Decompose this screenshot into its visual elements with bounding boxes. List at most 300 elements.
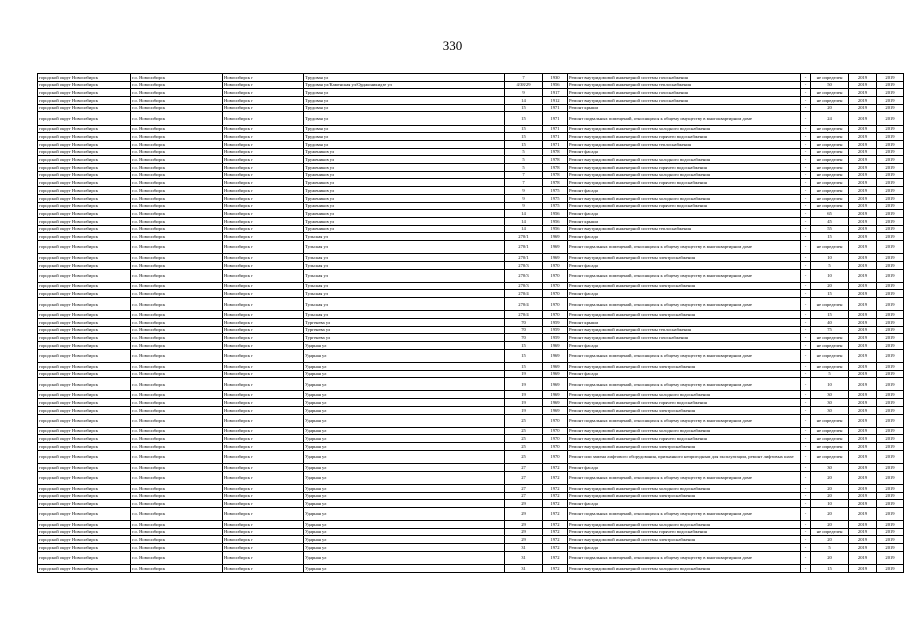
start-year-cell: 2019: [849, 435, 877, 443]
dash-cell: -: [801, 81, 811, 89]
table-row: [38, 435, 904, 443]
build-year-cell: 1959: [543, 334, 568, 342]
district-cell: г.о. Новосибирск: [131, 326, 223, 334]
build-year-cell: 1970: [543, 298, 568, 311]
cost-cell: не определен: [811, 427, 849, 435]
build-year-cell: 1972: [543, 565, 568, 573]
start-year-cell: 2019: [849, 406, 877, 414]
municipality-cell: городской округ Новосибирск: [38, 187, 131, 195]
district-cell: г.о. Новосибирск: [131, 282, 223, 290]
settlement-cell: Новосибирск г: [223, 443, 304, 451]
dash-cell: -: [801, 528, 811, 536]
house-number-cell: 9: [505, 187, 543, 195]
end-year-cell: 2019: [877, 334, 904, 342]
work-type-cell: Ремонт внутридомовой инженерной системы холодного водоснабжения: [568, 194, 801, 202]
start-year-cell: 2019: [849, 254, 877, 262]
district-cell: г.о. Новосибирск: [131, 362, 223, 370]
district-cell: г.о. Новосибирск: [131, 148, 223, 156]
dash-cell: -: [801, 97, 811, 105]
dash-cell: -: [801, 74, 811, 82]
table-row: [38, 156, 904, 164]
cost-cell: не определен: [811, 164, 849, 172]
district-cell: г.о. Новосибирск: [131, 104, 223, 112]
table-row: [38, 311, 904, 319]
house-number-cell: 29: [505, 500, 543, 508]
build-year-cell: 1969: [543, 399, 568, 407]
end-year-cell: 2019: [877, 463, 904, 471]
end-year-cell: 2019: [877, 156, 904, 164]
municipality-cell: городской округ Новосибирск: [38, 521, 131, 529]
cost-cell: 20: [811, 104, 849, 112]
dash-cell: -: [801, 435, 811, 443]
street-cell: Тружеников ул: [304, 187, 505, 195]
cost-cell: не определен: [811, 298, 849, 311]
house-number-cell: 14: [505, 97, 543, 105]
work-type-cell: Ремонт подвальных помещений, относящихся к общему имуществу в многоквартирном доме: [568, 112, 801, 125]
table-row: [38, 414, 904, 427]
district-cell: г.о. Новосибирск: [131, 349, 223, 362]
municipality-cell: городской округ Новосибирск: [38, 217, 131, 225]
cost-cell: 24: [811, 112, 849, 125]
table-row: [38, 210, 904, 218]
start-year-cell: 2019: [849, 521, 877, 529]
build-year-cell: 1969: [543, 233, 568, 241]
cost-cell: не определен: [811, 528, 849, 536]
municipality-cell: городской округ Новосибирск: [38, 254, 131, 262]
dash-cell: -: [801, 311, 811, 319]
street-cell: Ударная ул: [304, 443, 505, 451]
start-year-cell: 2019: [849, 233, 877, 241]
district-cell: г.о. Новосибирск: [131, 97, 223, 105]
street-cell: Ударная ул: [304, 349, 505, 362]
cost-cell: 30: [811, 399, 849, 407]
table-row: [38, 298, 904, 311]
cost-cell: 5: [811, 370, 849, 378]
street-cell: Трудовая ул: [304, 74, 505, 82]
dash-cell: -: [801, 225, 811, 233]
municipality-cell: городской округ Новосибирск: [38, 269, 131, 282]
municipality-cell: городской округ Новосибирск: [38, 141, 131, 149]
street-cell: Трудовая ул: [304, 97, 505, 105]
district-cell: г.о. Новосибирск: [131, 290, 223, 298]
district-cell: г.о. Новосибирск: [131, 318, 223, 326]
start-year-cell: 2019: [849, 551, 877, 564]
municipality-cell: городской округ Новосибирск: [38, 225, 131, 233]
cost-cell: 10: [811, 254, 849, 262]
start-year-cell: 2019: [849, 202, 877, 210]
work-type-cell: Ремонт фасада: [568, 187, 801, 195]
dash-cell: -: [801, 463, 811, 471]
start-year-cell: 2019: [849, 342, 877, 350]
district-cell: г.о. Новосибирск: [131, 492, 223, 500]
district-cell: г.о. Новосибирск: [131, 171, 223, 179]
work-type-cell: Ремонт фасада: [568, 342, 801, 350]
end-year-cell: 2019: [877, 133, 904, 141]
street-cell: Тружеников ул: [304, 194, 505, 202]
house-number-cell: 19: [505, 391, 543, 399]
house-number-cell: 29: [505, 536, 543, 544]
start-year-cell: 2019: [849, 311, 877, 319]
municipality-cell: городской округ Новосибирск: [38, 202, 131, 210]
dash-cell: -: [801, 450, 811, 463]
cost-cell: 45: [811, 217, 849, 225]
municipality-cell: городской округ Новосибирск: [38, 406, 131, 414]
street-cell: Тургенева ул: [304, 318, 505, 326]
work-type-cell: Ремонт внутридомовой инженерной системы холодного водоснабжения: [568, 565, 801, 573]
table-row: [38, 141, 904, 149]
street-cell: Тружеников ул: [304, 179, 505, 187]
street-cell: Тургенева ул: [304, 334, 505, 342]
district-cell: г.о. Новосибирск: [131, 156, 223, 164]
work-type-cell: Ремонт внутридомовой инженерной системы холодного водоснабжения: [568, 521, 801, 529]
start-year-cell: 2019: [849, 450, 877, 463]
end-year-cell: 2019: [877, 311, 904, 319]
street-cell: Ударная ул: [304, 414, 505, 427]
dash-cell: -: [801, 565, 811, 573]
end-year-cell: 2019: [877, 399, 904, 407]
house-number-cell: 25: [505, 435, 543, 443]
end-year-cell: 2019: [877, 370, 904, 378]
settlement-cell: Новосибирск г: [223, 171, 304, 179]
cost-cell: не определен: [811, 435, 849, 443]
start-year-cell: 2019: [849, 427, 877, 435]
house-number-cell: 9: [505, 89, 543, 97]
house-number-cell: 5: [505, 156, 543, 164]
dash-cell: -: [801, 187, 811, 195]
end-year-cell: 2019: [877, 471, 904, 484]
municipality-cell: городской округ Новосибирск: [38, 378, 131, 391]
street-cell: Ударная ул: [304, 435, 505, 443]
build-year-cell: 1970: [543, 435, 568, 443]
start-year-cell: 2019: [849, 217, 877, 225]
cost-cell: не определен: [811, 89, 849, 97]
district-cell: г.о. Новосибирск: [131, 261, 223, 269]
dash-cell: -: [801, 254, 811, 262]
settlement-cell: Новосибирск г: [223, 463, 304, 471]
district-cell: г.о. Новосибирск: [131, 528, 223, 536]
district-cell: г.о. Новосибирск: [131, 133, 223, 141]
table-row: [38, 349, 904, 362]
dash-cell: -: [801, 133, 811, 141]
table-row: [38, 81, 904, 89]
work-type-cell: Ремонт подвальных помещений, относящихся к общему имуществу в многоквартирном доме: [568, 378, 801, 391]
work-type-cell: Ремонт внутридомовой инженерной системы холодного водоснабжения: [568, 391, 801, 399]
work-type-cell: Ремонт внутридомовой инженерной системы электроснабжения: [568, 406, 801, 414]
build-year-cell: 1975: [543, 202, 568, 210]
end-year-cell: 2019: [877, 342, 904, 350]
district-cell: г.о. Новосибирск: [131, 202, 223, 210]
house-number-cell: 27: [505, 492, 543, 500]
end-year-cell: 2019: [877, 435, 904, 443]
dash-cell: -: [801, 141, 811, 149]
cost-cell: 20: [811, 507, 849, 520]
house-number-cell: 31: [505, 551, 543, 564]
build-year-cell: 1971: [543, 133, 568, 141]
district-cell: г.о. Новосибирск: [131, 378, 223, 391]
end-year-cell: 2019: [877, 217, 904, 225]
municipality-cell: городской округ Новосибирск: [38, 318, 131, 326]
house-number-cell: 14: [505, 210, 543, 218]
cost-cell: не определен: [811, 349, 849, 362]
end-year-cell: 2019: [877, 290, 904, 298]
work-type-cell: Ремонт внутридомовой инженерной системы электроснабжения: [568, 254, 801, 262]
start-year-cell: 2019: [849, 74, 877, 82]
district-cell: г.о. Новосибирск: [131, 269, 223, 282]
district-cell: г.о. Новосибирск: [131, 370, 223, 378]
district-cell: г.о. Новосибирск: [131, 565, 223, 573]
start-year-cell: 2019: [849, 171, 877, 179]
district-cell: г.о. Новосибирск: [131, 427, 223, 435]
start-year-cell: 2019: [849, 544, 877, 552]
cost-cell: не определен: [811, 362, 849, 370]
build-year-cell: 1969: [543, 254, 568, 262]
start-year-cell: 2019: [849, 97, 877, 105]
dash-cell: -: [801, 399, 811, 407]
municipality-cell: городской округ Новосибирск: [38, 536, 131, 544]
start-year-cell: 2019: [849, 443, 877, 451]
district-cell: г.о. Новосибирск: [131, 406, 223, 414]
municipality-cell: городской округ Новосибирск: [38, 414, 131, 427]
table-row: [38, 471, 904, 484]
cost-cell: не определен: [811, 148, 849, 156]
end-year-cell: 2019: [877, 318, 904, 326]
table-row: [38, 399, 904, 407]
end-year-cell: 2019: [877, 551, 904, 564]
street-cell: Тульская ул: [304, 282, 505, 290]
work-type-cell: Ремонт подвальных помещений, относящихся к общему имуществу в многоквартирном доме: [568, 349, 801, 362]
cost-cell: 50: [811, 81, 849, 89]
dash-cell: -: [801, 125, 811, 133]
district-cell: г.о. Новосибирск: [131, 471, 223, 484]
settlement-cell: Новосибирск г: [223, 298, 304, 311]
house-number-cell: 27: [505, 471, 543, 484]
cost-cell: не определен: [811, 194, 849, 202]
end-year-cell: 2019: [877, 81, 904, 89]
end-year-cell: 2019: [877, 104, 904, 112]
table-row: [38, 290, 904, 298]
build-year-cell: 1970: [543, 269, 568, 282]
work-type-cell: Ремонт внутридомовой инженерной системы холодного водоснабжения: [568, 156, 801, 164]
end-year-cell: 2019: [877, 362, 904, 370]
street-cell: Ударная ул: [304, 450, 505, 463]
settlement-cell: Новосибирск г: [223, 112, 304, 125]
house-number-cell: 29: [505, 521, 543, 529]
cost-cell: 20: [811, 536, 849, 544]
table-row: [38, 104, 904, 112]
build-year-cell: 1972: [543, 528, 568, 536]
dash-cell: -: [801, 298, 811, 311]
work-type-cell: Ремонт внутридомовой инженерной системы холодного водоснабжения: [568, 171, 801, 179]
cost-cell: 30: [811, 391, 849, 399]
end-year-cell: 2019: [877, 233, 904, 241]
cost-cell: 20: [811, 521, 849, 529]
start-year-cell: 2019: [849, 362, 877, 370]
municipality-cell: городской округ Новосибирск: [38, 528, 131, 536]
work-type-cell: Ремонт внутридомовой инженерной системы холодного водоснабжения: [568, 427, 801, 435]
settlement-cell: Новосибирск г: [223, 414, 304, 427]
cost-cell: не определен: [811, 342, 849, 350]
start-year-cell: 2019: [849, 399, 877, 407]
end-year-cell: 2019: [877, 443, 904, 451]
street-cell: Ударная ул: [304, 528, 505, 536]
settlement-cell: Новосибирск г: [223, 194, 304, 202]
settlement-cell: Новосибирск г: [223, 187, 304, 195]
cost-cell: не определен: [811, 187, 849, 195]
table-row: [38, 233, 904, 241]
cost-cell: не определен: [811, 414, 849, 427]
settlement-cell: Новосибирск г: [223, 148, 304, 156]
work-type-cell: Ремонт внутридомовой инженерной системы теплоснабжения: [568, 141, 801, 149]
start-year-cell: 2019: [849, 349, 877, 362]
house-number-cell: 29: [505, 528, 543, 536]
build-year-cell: 1971: [543, 112, 568, 125]
cost-cell: 10: [811, 500, 849, 508]
end-year-cell: 2019: [877, 112, 904, 125]
house-number-cell: 15: [505, 141, 543, 149]
work-type-cell: Ремонт фасада: [568, 261, 801, 269]
district-cell: г.о. Новосибирск: [131, 210, 223, 218]
build-year-cell: 1969: [543, 342, 568, 350]
street-cell: Тружеников ул: [304, 171, 505, 179]
start-year-cell: 2019: [849, 179, 877, 187]
build-year-cell: 1956: [543, 217, 568, 225]
end-year-cell: 2019: [877, 269, 904, 282]
street-cell: Ударная ул: [304, 544, 505, 552]
work-type-cell: Ремонт внутридомовой инженерной системы электроснабжения: [568, 282, 801, 290]
cost-cell: не определен: [811, 133, 849, 141]
settlement-cell: Новосибирск г: [223, 74, 304, 82]
dash-cell: -: [801, 261, 811, 269]
start-year-cell: 2019: [849, 104, 877, 112]
end-year-cell: 2019: [877, 565, 904, 573]
dash-cell: -: [801, 156, 811, 164]
table-row: [38, 443, 904, 451]
build-year-cell: 1971: [543, 125, 568, 133]
start-year-cell: 2019: [849, 148, 877, 156]
table-row: [38, 528, 904, 536]
house-number-cell: 70: [505, 326, 543, 334]
table-row: [38, 370, 904, 378]
table-row: [38, 427, 904, 435]
settlement-cell: Новосибирск г: [223, 318, 304, 326]
house-number-cell: 14: [505, 225, 543, 233]
street-cell: Тружеников ул: [304, 210, 505, 218]
cost-cell: не определен: [811, 125, 849, 133]
street-cell: Ударная ул: [304, 370, 505, 378]
dash-cell: -: [801, 391, 811, 399]
settlement-cell: Новосибирск г: [223, 179, 304, 187]
street-cell: Трудовая ул: [304, 125, 505, 133]
dash-cell: -: [801, 171, 811, 179]
table-row: [38, 500, 904, 508]
district-cell: г.о. Новосибирск: [131, 225, 223, 233]
start-year-cell: 2019: [849, 81, 877, 89]
street-cell: Ударная ул: [304, 463, 505, 471]
end-year-cell: 2019: [877, 254, 904, 262]
settlement-cell: Новосибирск г: [223, 81, 304, 89]
cost-cell: 15: [811, 290, 849, 298]
settlement-cell: Новосибирск г: [223, 290, 304, 298]
build-year-cell: 1971: [543, 104, 568, 112]
build-year-cell: 1969: [543, 362, 568, 370]
house-number-cell: 270/3: [505, 269, 543, 282]
municipality-cell: городской округ Новосибирск: [38, 164, 131, 172]
settlement-cell: Новосибирск г: [223, 342, 304, 350]
settlement-cell: Новосибирск г: [223, 492, 304, 500]
end-year-cell: 2019: [877, 225, 904, 233]
municipality-cell: городской округ Новосибирск: [38, 435, 131, 443]
build-year-cell: 1972: [543, 492, 568, 500]
house-number-cell: 270/3: [505, 282, 543, 290]
house-number-cell: 31: [505, 544, 543, 552]
settlement-cell: Новосибирск г: [223, 156, 304, 164]
table-row: [38, 133, 904, 141]
house-number-cell: 4/38/29: [505, 81, 543, 89]
dash-cell: -: [801, 269, 811, 282]
municipality-cell: городской округ Новосибирск: [38, 334, 131, 342]
house-number-cell: 15: [505, 133, 543, 141]
street-cell: Трудовая ул: [304, 141, 505, 149]
work-type-cell: Ремонт внутридомовой инженерной системы теплоснабжения: [568, 225, 801, 233]
end-year-cell: 2019: [877, 171, 904, 179]
street-cell: Тульская ул: [304, 290, 505, 298]
district-cell: г.о. Новосибирск: [131, 125, 223, 133]
street-cell: Тружеников ул: [304, 156, 505, 164]
municipality-cell: городской округ Новосибирск: [38, 471, 131, 484]
street-cell: Тружеников ул: [304, 164, 505, 172]
dash-cell: -: [801, 334, 811, 342]
end-year-cell: 2019: [877, 378, 904, 391]
dash-cell: -: [801, 148, 811, 156]
table-row: [38, 89, 904, 97]
dash-cell: -: [801, 202, 811, 210]
build-year-cell: 1970: [543, 311, 568, 319]
street-cell: Ударная ул: [304, 399, 505, 407]
table-row: [38, 179, 904, 187]
settlement-cell: Новосибирск г: [223, 484, 304, 492]
settlement-cell: Новосибирск г: [223, 326, 304, 334]
dash-cell: -: [801, 362, 811, 370]
work-type-cell: Ремонт фасада: [568, 148, 801, 156]
cost-cell: 20: [811, 551, 849, 564]
dash-cell: -: [801, 290, 811, 298]
table-row: [38, 217, 904, 225]
end-year-cell: 2019: [877, 326, 904, 334]
dash-cell: -: [801, 492, 811, 500]
end-year-cell: 2019: [877, 492, 904, 500]
start-year-cell: 2019: [849, 141, 877, 149]
work-type-cell: Ремонт фасада: [568, 370, 801, 378]
work-type-cell: Ремонт внутридомовой инженерной системы электроснабжения: [568, 492, 801, 500]
work-type-cell: Ремонт внутридомовой инженерной системы теплоснабжения: [568, 326, 801, 334]
dash-cell: -: [801, 240, 811, 253]
district-cell: г.о. Новосибирск: [131, 81, 223, 89]
street-cell: Тружеников ул: [304, 148, 505, 156]
house-number-cell: 70: [505, 334, 543, 342]
dash-cell: -: [801, 318, 811, 326]
table-row: [38, 521, 904, 529]
municipality-cell: городской округ Новосибирск: [38, 484, 131, 492]
settlement-cell: Новосибирск г: [223, 311, 304, 319]
end-year-cell: 2019: [877, 179, 904, 187]
house-number-cell: 15: [505, 362, 543, 370]
start-year-cell: 2019: [849, 187, 877, 195]
district-cell: г.о. Новосибирск: [131, 463, 223, 471]
build-year-cell: 1969: [543, 391, 568, 399]
settlement-cell: Новосибирск г: [223, 104, 304, 112]
street-cell: Тульская ул: [304, 261, 505, 269]
municipality-cell: городской округ Новосибирск: [38, 210, 131, 218]
